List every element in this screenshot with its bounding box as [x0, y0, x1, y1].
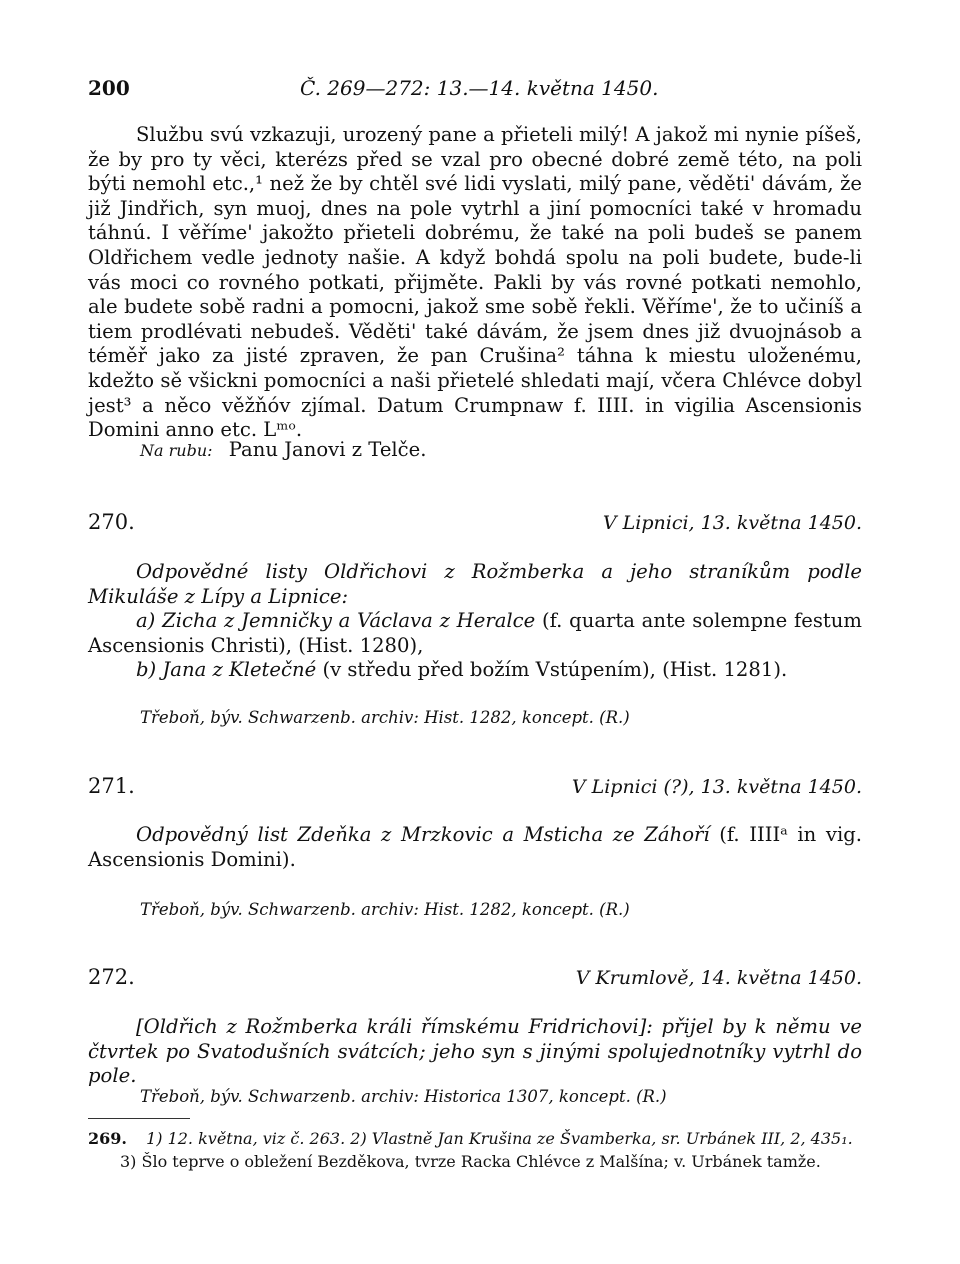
- entry-272-number: 272.: [88, 965, 135, 989]
- footnote-line-1: [88, 1129, 853, 1148]
- entry-271-number: 271.: [88, 774, 135, 798]
- footnote-line-2: 3) Šlo teprve o obležení Bezděkova, tvrze Racka Chlévce z Malšína; v. Urbánek tamže.: [120, 1152, 821, 1171]
- endorsement: [140, 438, 426, 461]
- entry-270-place-date: V Lipnici, 13. května 1450.: [602, 512, 862, 534]
- entry-270-number: 270.: [88, 510, 135, 534]
- item-a-rest: (f. quarta ante solempne festum Ascensionis Christi), (Hist. 1280),: [88, 609, 862, 657]
- page-number: 200: [88, 76, 130, 100]
- letter-269-text: Službu svú vzkazuji, urozený pane a přieteli milý! A jakož mi nynie píšeš, že by pro ty věci, kterézs před se vzal pro obecné dobré země této, na poli býti nemohl etc.,¹ než že by chtěl své lidi vyslati, milý pane, věděti' dávám, že již Jindřich, syn muoj, dnes na pole vytrhl a jiní pomocníci také v hromadu táhnú. I věříme' jakožto přieteli dobrému, že také na poli budeš se panem Oldřichem vedle jednoty našie. A když bohdá spolu na poli budete, bude-li vás moci co rovného potkati, přijměte. Pakli by vás rovné potkati nemohlo, ale budete sobě radni a pomocni, jakož sme sobě řekli. Věříme', že to učiníš a tiem prodlévati nebudeš. Věděti' také dávám, že jsem dnes již dvuojnásob a téměř jako za jisté zpraven, že pan Crušina² táhna k miestu uloženému, kdežto sě všickni pomocníci a naši přietelé shledati mají, včera Chlévce dobyl jest³ a něco věžňóv zjímal. Datum Crumpnaw f. IIII. in vigilia Ascensionis Domini anno etc. Lᵐᵒ.: [88, 123, 862, 442]
- item-b-rest: (v středu před božím Vstúpením), (Hist. 1281).: [322, 658, 788, 682]
- entry-270-intro: Odpovědné listy Oldřichovi z Rožmberka a jeho straníkům podle Mikuláše z Lípy a Lipnice:: [88, 560, 862, 608]
- entry-272-header: [88, 965, 862, 995]
- entry-270-item-a: [88, 609, 862, 658]
- entry-270-regest: [88, 560, 862, 683]
- entry-272-regest: [88, 1015, 862, 1089]
- entry-271-text-italic: Odpovědný list Zdeňka z Mrzkovic a Msticha ze Záhoří: [136, 823, 710, 846]
- footnote-1-2: 1) 12. května, viz č. 263. 2) Vlastně Jan Krušina ze Švamberka, sr. Urbánek III, 2, 435₁.: [146, 1129, 853, 1148]
- entry-271-regest: [88, 823, 862, 872]
- entry-271-text-rest: (f. IIIIᵃ in vig. Ascensionis Domini).: [88, 823, 862, 871]
- entry-271-header: [88, 774, 862, 804]
- entry-271-source: Třeboň, býv. Schwarzenb. archiv: Hist. 1282, koncept. (R.): [140, 900, 630, 919]
- entry-270-header: [88, 510, 862, 540]
- endorsement-label: Na rubu:: [140, 441, 213, 460]
- entry-272-place-date: V Krumlově, 14. května 1450.: [575, 967, 862, 989]
- footnote-label: 269.: [88, 1129, 127, 1148]
- entry-272-source: Třeboň, býv. Schwarzenb. archiv: Historica 1307, koncept. (R.): [140, 1087, 667, 1106]
- entry-270-item-b: [88, 658, 862, 683]
- letter-269-body: [88, 123, 862, 443]
- entry-272-text: [88, 1015, 862, 1089]
- entry-272-bracket: [Oldřich z Rožmberka králi římskému Fridrichovi]: [136, 1015, 647, 1038]
- endorsement-address: Panu Janovi z Telče.: [228, 438, 427, 461]
- entry-270-source: Třeboň, býv. Schwarzenb. archiv: Hist. 1282, koncept. (R.): [140, 708, 630, 727]
- entry-271-text: [88, 823, 862, 872]
- item-b-names: Jana z Kletečné: [162, 658, 317, 682]
- item-a-names: Zicha z Jemničky a Václava z Heralce: [162, 609, 536, 633]
- entry-271-place-date: V Lipnici (?), 13. května 1450.: [571, 776, 862, 798]
- footnote-rule: [88, 1118, 190, 1119]
- item-a-label: a): [136, 609, 156, 633]
- running-header: [88, 76, 868, 104]
- entry-272-body: : přijel by k němu ve čtvrtek po Svatodušních svátcích; jeho syn s jinými spolujednotníky vytrhl do pole.: [88, 1015, 862, 1088]
- item-b-label: b): [136, 658, 157, 682]
- running-title: Č. 269—272: 13.—14. května 1450.: [300, 76, 659, 100]
